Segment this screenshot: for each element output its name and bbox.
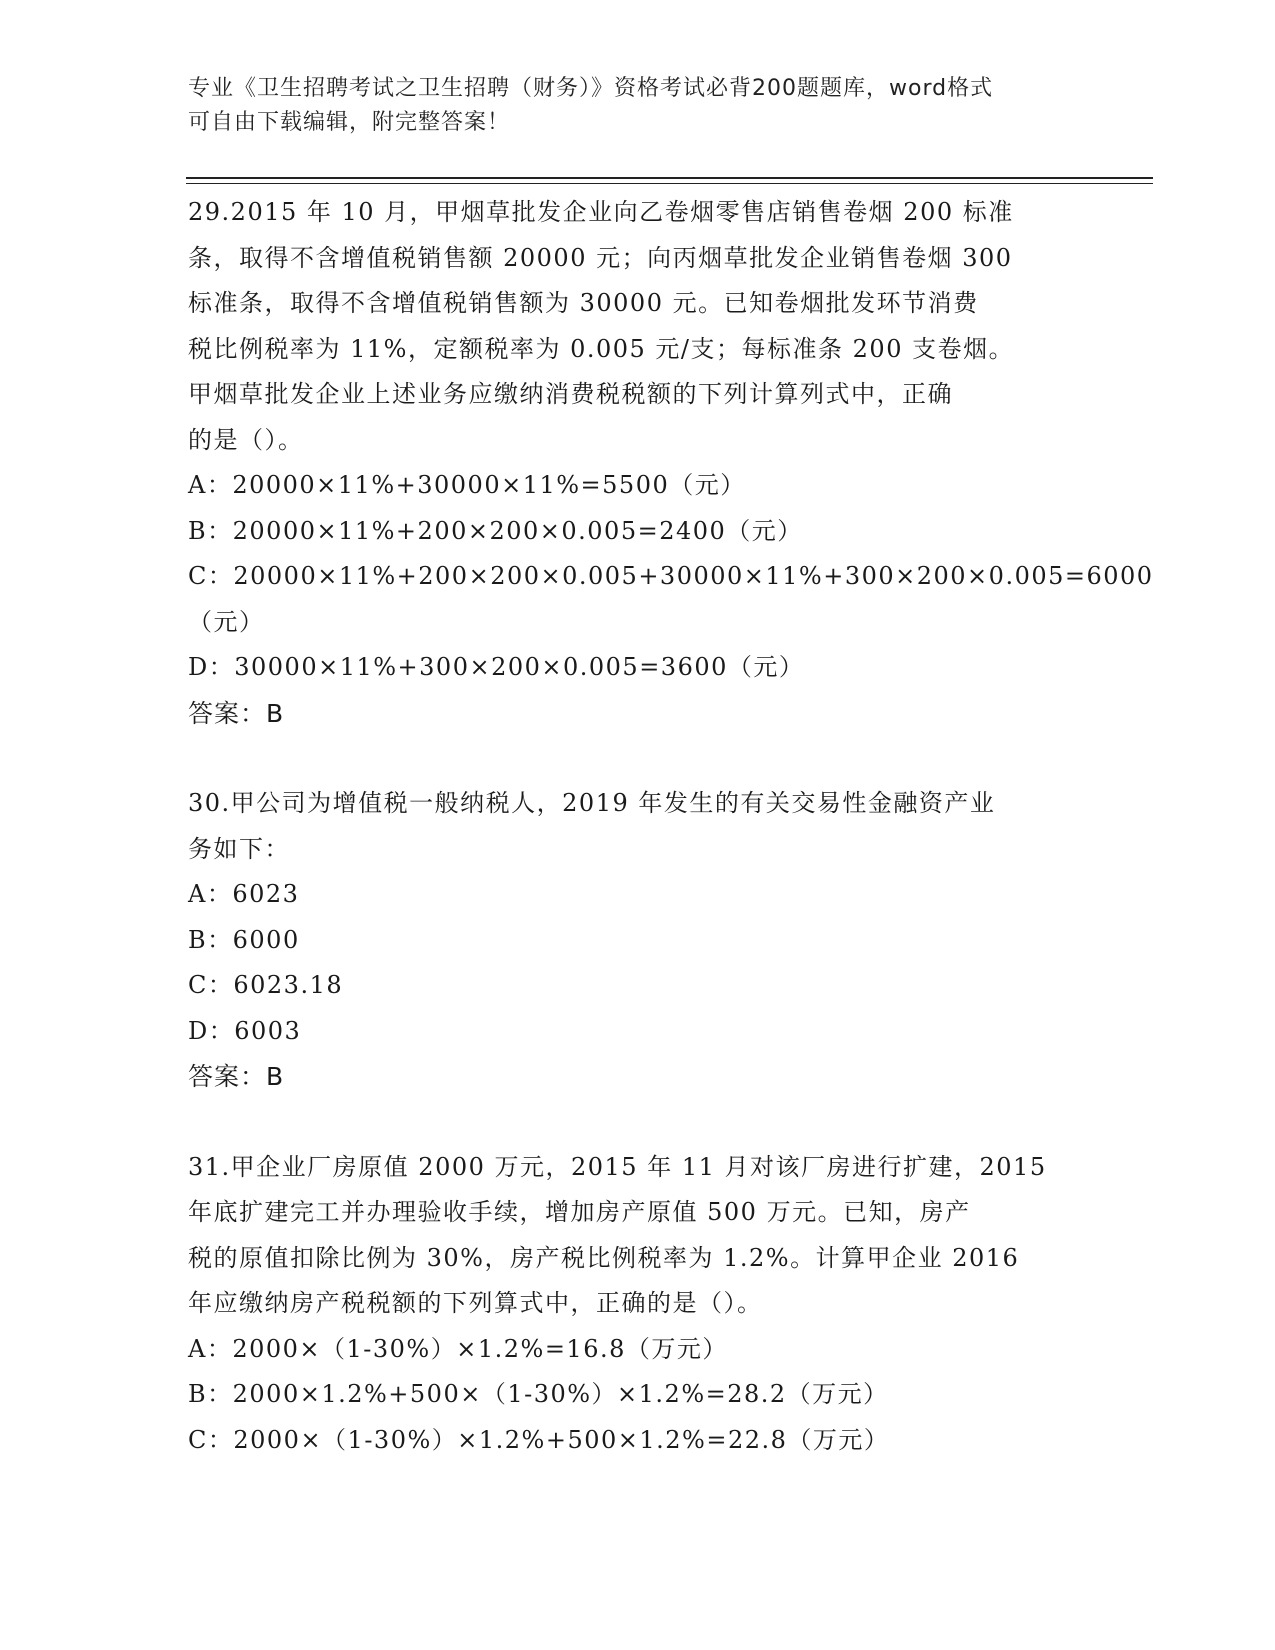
option-b: B：6000 [188, 925, 300, 954]
question-text-line: 务如下： [188, 834, 290, 863]
question-31 [188, 1145, 1088, 1464]
question-29 [188, 190, 1154, 736]
option-c-continued: （元） [188, 607, 265, 636]
header-line-1: 专业《卫生招聘考试之卫生招聘（财务）》资格考试必背200题题库，word格式 [188, 76, 994, 101]
question-text-line: 30.甲公司为增值税一般纳税人，2019 年发生的有关交易性金融资产业 [188, 789, 996, 817]
option-c: C：2000×（1-30%）×1.2%+500×1.2%=22.8（万元） [188, 1425, 890, 1454]
option-b: B：2000×1.2%+500×（1-30%）×1.2%=28.2（万元） [188, 1380, 889, 1408]
option-a: A：6023 [188, 880, 300, 908]
question-text-line: 条，取得不含增值税销售额 20000 元；向丙烟草批发企业销售卷烟 300 [188, 243, 1013, 272]
option-d: D：30000×11%+300×200×0.005=3600（元） [188, 653, 805, 681]
header-rule-thick [186, 177, 1153, 179]
question-text-line: 甲烟草批发企业上述业务应缴纳消费税税额的下列计算列式中，正确 [188, 380, 953, 408]
option-d: D：6003 [188, 1016, 302, 1045]
option-c: C：6023.18 [188, 971, 344, 999]
question-list [188, 190, 1154, 1463]
question-text-line: 的是（）。 [188, 425, 304, 454]
question-text-line: 年应缴纳房产税税额的下列算式中，正确的是（）。 [188, 1289, 763, 1317]
question-text-line: 年底扩建完工并办理验收手续，增加房产原值 500 万元。已知，房产 [188, 1198, 971, 1226]
question-text-line: 29.2015 年 10 月，甲烟草批发企业向乙卷烟零售店销售卷烟 200 标准 [188, 198, 1014, 226]
question-text-line: 标准条，取得不含增值税销售额为 30000 元。已知卷烟批发环节消费 [188, 289, 979, 317]
option-b: B：20000×11%+200×200×0.005=2400（元） [188, 516, 803, 545]
option-a: A：2000×（1-30%）×1.2%=16.8（万元） [188, 1334, 728, 1363]
question-text-line: 税的原值扣除比例为 30%，房产税比例税率为 1.2%。计算甲企业 2016 [188, 1243, 1020, 1272]
question-spacer [188, 736, 1088, 781]
answer-label: 答案：B [188, 698, 285, 728]
question-30 [188, 781, 1088, 1100]
answer-label: 答案：B [188, 1062, 285, 1091]
question-spacer [188, 1100, 1088, 1145]
question-text-line: 31.甲企业厂房原值 2000 万元，2015 年 11 月对该厂房进行扩建，2015 [188, 1152, 1047, 1181]
document-header [188, 72, 1068, 140]
option-c: C：20000×11%+200×200×0.005+30000×11%+300×200×0.005=6000 [188, 562, 1154, 590]
header-rule-thin [186, 183, 1153, 184]
option-a: A：20000×11%+30000×11%=5500（元） [188, 471, 746, 499]
question-text-line: 税比例税率为 11%，定额税率为 0.005 元/支；每标准条 200 支卷烟。 [188, 334, 1015, 363]
header-line-2: 可自由下载编辑，附完整答案！ [188, 110, 511, 135]
